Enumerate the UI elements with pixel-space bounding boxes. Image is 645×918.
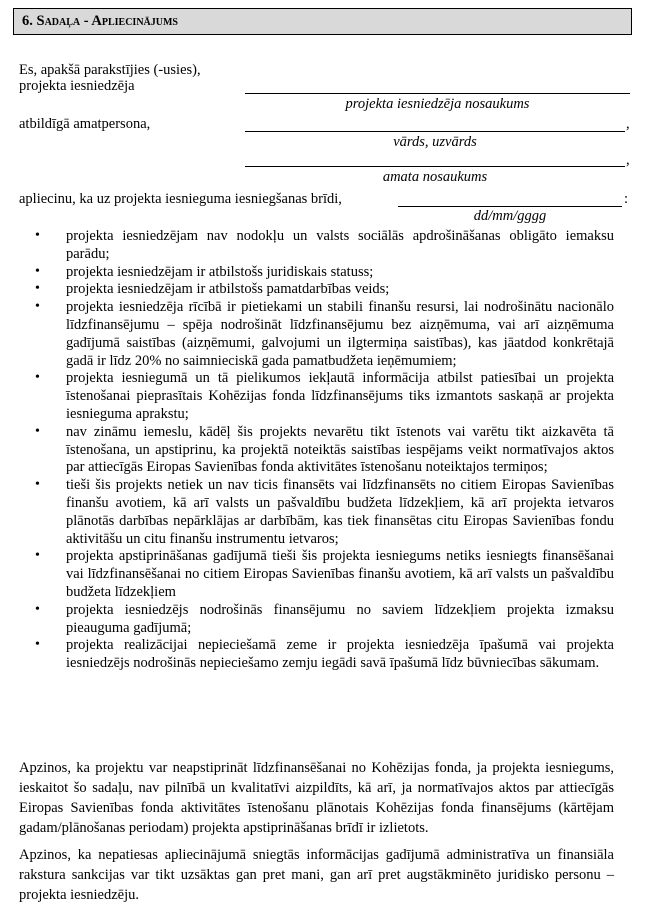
declaration-list <box>0 228 645 673</box>
colon: : <box>624 191 629 207</box>
bullet-icon: • <box>35 601 40 617</box>
bullet-icon: • <box>35 637 40 653</box>
bullet-icon: • <box>35 423 40 439</box>
official-position-field[interactable] <box>245 166 625 167</box>
position-caption: amata nosaukums <box>382 169 488 185</box>
bullet-icon: • <box>35 299 40 315</box>
list-item: • projekta iesniedzējs nodrošinās finansējumu no saviem līdzekļiem projekta izmaksu pieauguma gadījumā; <box>35 601 614 636</box>
section-header <box>13 8 632 35</box>
comma-1: , <box>626 116 630 132</box>
comma-2: , <box>626 152 630 168</box>
list-item: • projekta iesniegumā un tā pielikumos iekļautā informācija atbilst patiesībai un projekta īstenošanai pieprasītais Kohēzijas fonda līdzfinansējums tiks izmantots saskaņā ar projekta iesnieguma aprakstu; <box>35 370 614 422</box>
applicant-name-field[interactable] <box>245 93 630 94</box>
paragraph-rejection: Apzinos, ka projektu var neapstiprināt līdzfinansēšanai no Kohēzijas fonda, ja projekta iesniegums, ieskaitot šo sadaļu, nav pilnībā un kvalitatīvi aizpildīts, kā arī, ja normatīvajos aktos par attiecīgās Eiropas Savienības fonda aktivitātes īstenošanu plānotais Kohēzijas fonda finansējums (kārtējam gadam/plānošanas periodam) projekta apstiprināšanas brīdī ir izlietots. <box>19 760 614 836</box>
list-item: • projekta realizācijai nepieciešamā zeme ir projekta iesniedzēja īpašumā vai projekta iesniedzējs nodrošinās nepieciešamo zemju iegādi savā īpašumā līdz būvniecības sākumam. <box>35 637 614 672</box>
bullet-icon: • <box>35 477 40 493</box>
section-title: 6. Sadaļa - Apliecinājums <box>22 13 178 29</box>
date-label: apliecinu, ka uz projekta iesnieguma iesniegšanas brīdi, <box>19 191 342 207</box>
bullet-icon: • <box>35 281 40 297</box>
bullet-icon: • <box>35 370 40 386</box>
date-caption: dd/mm/gggg <box>473 208 547 224</box>
name-caption: vārds, uzvārds <box>393 134 477 150</box>
bullet-icon: • <box>35 263 40 279</box>
paragraph-sanctions: Apzinos, ka nepatiesas apliecinājumā sniegtās informācijas gadījumā administratīva un finansiāla rakstura sankcijas var tikt uzsāktas gan pret mani, gan arī pret augstākminēto juridisko personu – projekta iesniedzēju. <box>19 847 614 903</box>
applicant-label: projekta iesniedzēja <box>19 78 135 94</box>
list-item: • projekta iesniedzēja rīcībā ir pietiekami un stabili finanšu resursi, lai nodrošinātu nacionālo līdzfinansējumu – spēja nodrošināt līdzfinansējumu bez aizņēmuma, vai arī aizņēmuma gadījumā saistības (aizņēmumi, galvojumi un ilgtermiņa saistības), kas jāatdod konkrētajā gadā ir līdz 20% no saimnieciskā gada pamatbudžeta ieņēmumiem; <box>35 299 614 369</box>
bullet-icon: • <box>35 548 40 564</box>
list-item: • tieši šis projekts netiek un nav ticis finansēts vai līdzfinansēts no citiem Eiropas Savienības finanšu avotiem, kā arī valsts un pašvaldību budžeta līdzekļiem, kā arī projekta ietvaros plānotās darbības nepārklājas ar darbībām, kas tiek finansētas citu Eiropas Savienības fondu aktivitāšu un citu finanšu instrumentu ietvaros; <box>35 477 614 547</box>
list-item: • nav zināmu iemeslu, kādēļ šis projekts nevarētu tikt īstenots vai varētu tikt aizkavēta tā īstenošana, un apstiprinu, ka projektā noteiktās saistības iespējams veikt normatīvajos aktos par attiecīgās Eiropas Savienības fonda aktivitātes īstenošanu noteiktajos termiņos; <box>35 423 614 476</box>
date-field[interactable] <box>398 206 622 207</box>
list-item: • projekta apstiprināšanas gadījumā tieši šis projekta iesniegums netiks iesniegts finansēšanai vai līdzfinansēšanai no citiem Eiropas Savienības finanšu avotiem, kā arī valsts un pašvaldību budžeta līdzekļiem <box>35 548 614 600</box>
official-label: atbildīgā amatpersona, <box>19 116 151 132</box>
applicant-caption: projekta iesniedzēja nosaukums <box>345 96 530 112</box>
bullet-icon: • <box>35 228 40 243</box>
intro-text: Es, apakšā parakstījies (-usies), <box>19 62 201 78</box>
list-item: • projekta iesniedzējam ir atbilstošs pamatdarbības veids; <box>35 281 390 298</box>
official-name-field[interactable] <box>245 131 625 132</box>
list-item: • projekta iesniedzējam ir atbilstošs juridiskais statuss; <box>35 263 374 280</box>
list-item: • projekta iesniedzējam nav nodokļu un valsts sociālās apdrošināšanas obligāto iemaksu parādu; <box>35 228 614 262</box>
